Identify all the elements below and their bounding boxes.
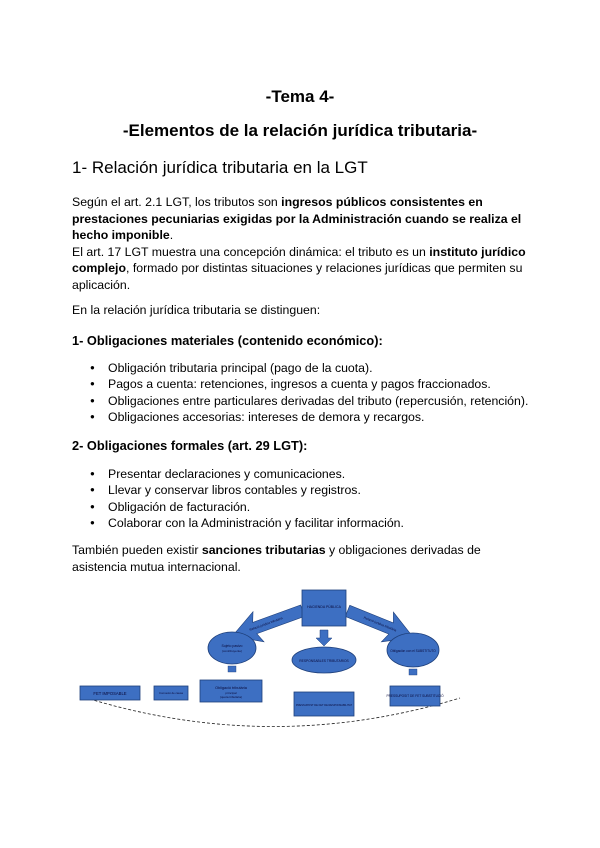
sujeto-pasivo-label: Sujeto pasivo [221,644,243,648]
list-item: ● Llevar y conservar libros contables y registros. [72,482,404,498]
arrow-down [316,630,332,646]
paragraph-text: El art. 17 LGT muestra una concepción dinámica: el tributo es un [72,244,430,259]
list-item: ● Obligación de facturación. [72,499,404,515]
list-formal [72,466,404,531]
paragraph-text: y obligaciones derivadas de asistencia mutua internacional. [72,543,481,574]
hacienda-label: HACIENDA PÚBLICA [307,605,341,609]
responsables-label: RESPONSABLES TRIBUTARIOS [299,659,349,663]
list-item: ● Presentar declaraciones y comunicaciones. [72,466,404,482]
document-title: -Tema 4- [265,87,335,106]
arrow-right-label: Relació jurídica tributària [362,615,398,633]
small-arrow-right [409,669,417,675]
list-item: ● Obligaciones accesorias: intereses de demora y recargos. [72,409,528,425]
connexio-label: Connexió de causa [159,691,183,695]
relationship-diagram [70,588,470,733]
list-item: ● Obligación tributaria principal (pago de la cuota). [72,360,528,376]
list-material [72,360,528,425]
small-arrow-left [228,666,236,672]
paragraph-intro: En la relación jurídica tributaria se distinguen: [72,303,321,317]
obligacio-sub2: (quota tributària) [219,695,243,699]
paragraph-text: Según el art. 2.1 LGT, los tributos son [72,195,282,209]
sujeto-pasivo-ellipse [208,632,256,664]
section-heading: 1- Relación jurídica tributaria en la LGT [72,158,368,177]
arrow-left-label: Relació jurídica tributària [248,616,284,632]
list-item: ● Colaborar con la Administración y facilitar información. [72,515,404,531]
list-item: ● Obligaciones entre particulares derivadas del tributo (repercusión, retención). [72,393,528,409]
paragraph-definition [72,194,532,293]
sujeto-pasivo-sub: (contribuyente) [221,649,243,653]
substituto-label: Obligación con el SUBSTITUTO [390,649,436,653]
pressupost-substitucio-label: PRESSUPOSIT DE FET SUBSTITUCIÓ [386,694,444,698]
paragraph-text: . [169,228,174,242]
list-item: ● Pagos a cuenta: retenciones, ingresos a cuenta y pagos fraccionados. [72,376,528,392]
paragraph-bold: sanciones tributarias [201,543,326,557]
paragraph-sanciones [72,542,502,575]
subheading-material: 1- Obligaciones materiales (contenido económico): [72,333,383,348]
obligacio-sub: principal [225,691,237,695]
fet-imposable-label: FET IMPOSABLE [93,691,127,696]
paragraph-text: , formado por distintas situaciones y relaciones jurídicas que permiten su aplicación. [72,261,523,292]
paragraph-text: También pueden existir [72,543,202,557]
paragraph-bold: ingresos públicos consistentes en prestaciones pecuniarias exigidas por la Administración cuando se realiza el hecho imponible [72,195,522,242]
obligacio-label: Obligació tributària [215,686,247,690]
document-main-title: -Elementos de la relación jurídica tributaria- [122,121,478,140]
subheading-formal: 2- Obligaciones formales (art. 29 LGT): [72,438,308,453]
pressupost-responsabilitat-label: PRESSUPOST DE FET DE RESPONSABILITAT [295,704,353,707]
paragraph-bold: instituto jurídico complejo [72,244,526,275]
